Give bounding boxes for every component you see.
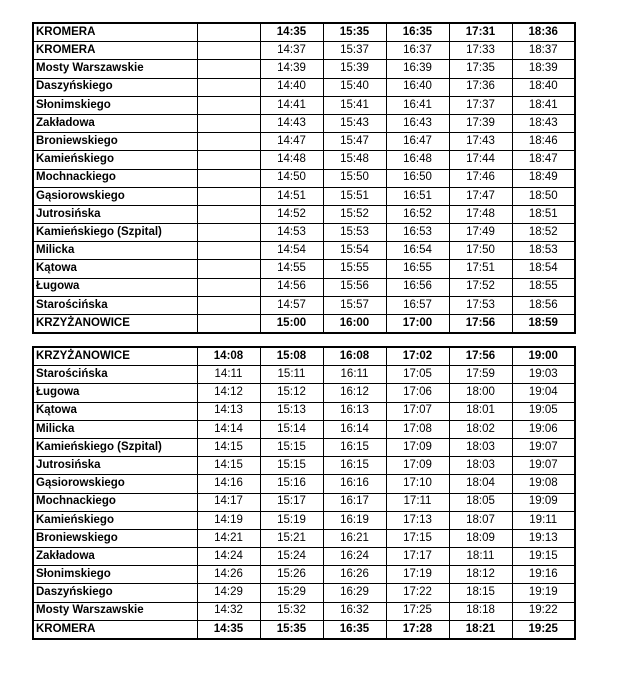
departure-time: 18:11 (449, 548, 512, 566)
departure-time: 17:35 (449, 60, 512, 78)
departure-time: 15:16 (260, 475, 323, 493)
table-row (33, 347, 575, 366)
departure-time: 15:19 (260, 511, 323, 529)
departure-time: 17:31 (449, 23, 512, 42)
departure-time: 19:16 (512, 566, 575, 584)
departure-time: 18:50 (512, 187, 575, 205)
departure-time: 17:53 (449, 296, 512, 314)
departure-time: 14:48 (260, 151, 323, 169)
departure-time: 18:46 (512, 133, 575, 151)
departure-time: 16:47 (386, 133, 449, 151)
departure-time: 18:07 (449, 511, 512, 529)
departure-time (197, 42, 260, 60)
departure-time: 16:41 (386, 96, 449, 114)
departure-time: 15:35 (323, 23, 386, 42)
departure-time: 17:09 (386, 457, 449, 475)
stop-name: KRZYŻANOWICE (33, 347, 197, 366)
departure-time: 17:11 (386, 493, 449, 511)
departure-time: 16:40 (386, 78, 449, 96)
departure-time: 18:01 (449, 402, 512, 420)
departure-time: 17:07 (386, 402, 449, 420)
departure-time: 15:11 (260, 366, 323, 384)
timetable-outbound-body (33, 23, 575, 333)
departure-time: 17:48 (449, 205, 512, 223)
departure-time: 17:25 (386, 602, 449, 620)
departure-time: 18:43 (512, 114, 575, 132)
table-row (33, 114, 575, 132)
departure-time: 15:40 (323, 78, 386, 96)
departure-time: 14:43 (260, 114, 323, 132)
departure-time: 16:11 (323, 366, 386, 384)
departure-time: 18:09 (449, 529, 512, 547)
departure-time: 18:04 (449, 475, 512, 493)
departure-time: 17:19 (386, 566, 449, 584)
departure-time: 19:22 (512, 602, 575, 620)
departure-time: 15:54 (323, 242, 386, 260)
departure-time: 15:52 (323, 205, 386, 223)
departure-time: 16:55 (386, 260, 449, 278)
table-row (33, 493, 575, 511)
departure-time: 14:29 (197, 584, 260, 602)
departure-time: 15:41 (323, 96, 386, 114)
departure-time: 14:08 (197, 347, 260, 366)
departure-time: 18:51 (512, 205, 575, 223)
table-row (33, 205, 575, 223)
table-row (33, 366, 575, 384)
departure-time: 17:13 (386, 511, 449, 529)
table-row (33, 242, 575, 260)
stop-name: Milicka (33, 420, 197, 438)
departure-time: 18:15 (449, 584, 512, 602)
table-row (33, 315, 575, 334)
departure-time: 16:57 (386, 296, 449, 314)
departure-time: 15:37 (323, 42, 386, 60)
departure-time: 15:47 (323, 133, 386, 151)
departure-time: 18:03 (449, 438, 512, 456)
stop-name: Daszyńskiego (33, 78, 197, 96)
departure-time: 16:35 (323, 620, 386, 639)
departure-time: 18:36 (512, 23, 575, 42)
departure-time: 15:32 (260, 602, 323, 620)
departure-time: 15:56 (323, 278, 386, 296)
departure-time: 14:40 (260, 78, 323, 96)
departure-time (197, 151, 260, 169)
departure-time: 14:13 (197, 402, 260, 420)
departure-time: 16:29 (323, 584, 386, 602)
departure-time: 17:28 (386, 620, 449, 639)
stop-name: Milicka (33, 242, 197, 260)
departure-time: 19:04 (512, 384, 575, 402)
departure-time: 16:00 (323, 315, 386, 334)
departure-time: 14:12 (197, 384, 260, 402)
departure-time: 18:03 (449, 457, 512, 475)
departure-time: 16:13 (323, 402, 386, 420)
departure-time: 15:21 (260, 529, 323, 547)
departure-time: 18:05 (449, 493, 512, 511)
departure-time: 15:29 (260, 584, 323, 602)
departure-time: 19:11 (512, 511, 575, 529)
departure-time: 16:39 (386, 60, 449, 78)
departure-time: 16:15 (323, 438, 386, 456)
departure-time: 15:17 (260, 493, 323, 511)
stop-name: Daszyńskiego (33, 584, 197, 602)
table-row (33, 151, 575, 169)
departure-time: 18:00 (449, 384, 512, 402)
departure-time: 16:16 (323, 475, 386, 493)
departure-time: 14:19 (197, 511, 260, 529)
departure-time: 16:48 (386, 151, 449, 169)
stop-name: Gąsiorowskiego (33, 187, 197, 205)
departure-time: 16:37 (386, 42, 449, 60)
stop-name: Kamieńskiego (33, 151, 197, 169)
stop-name: Kamieńskiego (Szpital) (33, 438, 197, 456)
stop-name: KRZYŻANOWICE (33, 315, 197, 334)
departure-time: 16:51 (386, 187, 449, 205)
departure-time: 18:12 (449, 566, 512, 584)
departure-time: 14:52 (260, 205, 323, 223)
table-row (33, 42, 575, 60)
departure-time: 19:09 (512, 493, 575, 511)
departure-time (197, 205, 260, 223)
table-row (33, 584, 575, 602)
departure-time: 14:56 (260, 278, 323, 296)
stop-name: Gąsiorowskiego (33, 475, 197, 493)
departure-time (197, 296, 260, 314)
departure-time: 15:53 (323, 224, 386, 242)
departure-time: 15:15 (260, 457, 323, 475)
table-row (33, 60, 575, 78)
departure-time: 15:50 (323, 169, 386, 187)
departure-time: 18:40 (512, 78, 575, 96)
departure-time (197, 78, 260, 96)
departure-time: 17:51 (449, 260, 512, 278)
departure-time: 17:10 (386, 475, 449, 493)
departure-time: 18:56 (512, 296, 575, 314)
departure-time: 14:53 (260, 224, 323, 242)
departure-time (197, 260, 260, 278)
table-row (33, 438, 575, 456)
departure-time: 17:59 (449, 366, 512, 384)
departure-time: 17:09 (386, 438, 449, 456)
table-row (33, 602, 575, 620)
departure-time: 14:35 (197, 620, 260, 639)
stop-name: KROMERA (33, 620, 197, 639)
departure-time: 18:52 (512, 224, 575, 242)
departure-time: 15:08 (260, 347, 323, 366)
departure-time (197, 60, 260, 78)
departure-time: 15:00 (260, 315, 323, 334)
departure-time: 17:43 (449, 133, 512, 151)
departure-time (197, 242, 260, 260)
departure-time: 18:02 (449, 420, 512, 438)
departure-time: 14:35 (260, 23, 323, 42)
departure-time: 17:56 (449, 347, 512, 366)
departure-time: 17:05 (386, 366, 449, 384)
departure-time: 15:51 (323, 187, 386, 205)
departure-time: 17:56 (449, 315, 512, 334)
departure-time: 15:43 (323, 114, 386, 132)
stop-name: Broniewskiego (33, 133, 197, 151)
departure-time: 15:12 (260, 384, 323, 402)
table-row (33, 620, 575, 639)
departure-time: 17:22 (386, 584, 449, 602)
table-row (33, 296, 575, 314)
departure-time: 17:46 (449, 169, 512, 187)
departure-time: 17:52 (449, 278, 512, 296)
stop-name: Mosty Warszawskie (33, 602, 197, 620)
stop-name: Zakładowa (33, 548, 197, 566)
timetable-return (32, 346, 576, 640)
stop-name: Kamieńskiego (Szpital) (33, 224, 197, 242)
departure-time: 16:12 (323, 384, 386, 402)
stop-name: Ługowa (33, 384, 197, 402)
table-row (33, 402, 575, 420)
departure-time: 14:51 (260, 187, 323, 205)
departure-time: 19:08 (512, 475, 575, 493)
table-row (33, 475, 575, 493)
departure-time: 19:13 (512, 529, 575, 547)
departure-time: 17:36 (449, 78, 512, 96)
departure-time: 15:48 (323, 151, 386, 169)
departure-time: 19:15 (512, 548, 575, 566)
departure-time: 14:14 (197, 420, 260, 438)
departure-time: 15:26 (260, 566, 323, 584)
table-row (33, 78, 575, 96)
timetable-outbound (32, 22, 576, 334)
table-row (33, 23, 575, 42)
departure-time: 16:35 (386, 23, 449, 42)
table-row (33, 420, 575, 438)
stop-name: Kątowa (33, 402, 197, 420)
departure-time: 18:41 (512, 96, 575, 114)
departure-time: 17:17 (386, 548, 449, 566)
departure-time: 15:13 (260, 402, 323, 420)
departure-time: 17:00 (386, 315, 449, 334)
departure-time: 16:50 (386, 169, 449, 187)
departure-time: 18:18 (449, 602, 512, 620)
departure-time: 17:02 (386, 347, 449, 366)
stop-name: Starościńska (33, 296, 197, 314)
departure-time: 17:50 (449, 242, 512, 260)
departure-time: 14:32 (197, 602, 260, 620)
departure-time: 14:50 (260, 169, 323, 187)
table-row (33, 260, 575, 278)
departure-time: 14:54 (260, 242, 323, 260)
departure-time: 18:55 (512, 278, 575, 296)
departure-time: 16:14 (323, 420, 386, 438)
departure-time: 19:03 (512, 366, 575, 384)
departure-time: 15:24 (260, 548, 323, 566)
departure-time (197, 278, 260, 296)
table-row (33, 169, 575, 187)
departure-time: 19:05 (512, 402, 575, 420)
departure-time: 16:32 (323, 602, 386, 620)
table-row (33, 548, 575, 566)
departure-time: 14:57 (260, 296, 323, 314)
departure-time: 16:24 (323, 548, 386, 566)
departure-time: 14:37 (260, 42, 323, 60)
stop-name: Słonimskiego (33, 566, 197, 584)
departure-time: 18:53 (512, 242, 575, 260)
departure-time: 16:43 (386, 114, 449, 132)
departure-time: 18:59 (512, 315, 575, 334)
table-row (33, 457, 575, 475)
departure-time: 19:19 (512, 584, 575, 602)
departure-time: 18:39 (512, 60, 575, 78)
table-row (33, 133, 575, 151)
departure-time: 16:26 (323, 566, 386, 584)
departure-time: 14:26 (197, 566, 260, 584)
departure-time: 16:53 (386, 224, 449, 242)
departure-time: 15:35 (260, 620, 323, 639)
departure-time: 17:47 (449, 187, 512, 205)
stop-name: Jutrosińska (33, 205, 197, 223)
departure-time (197, 169, 260, 187)
departure-time: 14:15 (197, 438, 260, 456)
departure-time: 17:15 (386, 529, 449, 547)
departure-time: 15:57 (323, 296, 386, 314)
departure-time: 15:14 (260, 420, 323, 438)
departure-time: 17:49 (449, 224, 512, 242)
departure-time: 18:21 (449, 620, 512, 639)
departure-time: 17:39 (449, 114, 512, 132)
departure-time (197, 96, 260, 114)
departure-time: 18:37 (512, 42, 575, 60)
stop-name: Mochnackiego (33, 169, 197, 187)
stop-name: Ługowa (33, 278, 197, 296)
table-row (33, 529, 575, 547)
departure-time: 14:17 (197, 493, 260, 511)
table-row (33, 187, 575, 205)
departure-time: 18:47 (512, 151, 575, 169)
departure-time (197, 23, 260, 42)
departure-time: 14:41 (260, 96, 323, 114)
table-row (33, 278, 575, 296)
timetable-return-body (33, 347, 575, 639)
departure-time: 16:21 (323, 529, 386, 547)
departure-time: 14:11 (197, 366, 260, 384)
departure-time: 16:54 (386, 242, 449, 260)
departure-time: 19:25 (512, 620, 575, 639)
departure-time: 19:07 (512, 457, 575, 475)
departure-time (197, 114, 260, 132)
departure-time: 16:17 (323, 493, 386, 511)
stop-name: Starościńska (33, 366, 197, 384)
departure-time (197, 315, 260, 334)
stop-name: Mosty Warszawskie (33, 60, 197, 78)
departure-time: 14:21 (197, 529, 260, 547)
departure-time: 19:00 (512, 347, 575, 366)
departure-time: 19:07 (512, 438, 575, 456)
stop-name: KROMERA (33, 42, 197, 60)
departure-time: 14:16 (197, 475, 260, 493)
departure-time: 16:08 (323, 347, 386, 366)
stop-name: Słonimskiego (33, 96, 197, 114)
departure-time (197, 224, 260, 242)
departure-time: 16:52 (386, 205, 449, 223)
table-row (33, 384, 575, 402)
departure-time: 14:47 (260, 133, 323, 151)
departure-time: 14:15 (197, 457, 260, 475)
departure-time: 14:55 (260, 260, 323, 278)
departure-time: 16:56 (386, 278, 449, 296)
stop-name: Kamieńskiego (33, 511, 197, 529)
stop-name: Broniewskiego (33, 529, 197, 547)
departure-time (197, 133, 260, 151)
table-row (33, 566, 575, 584)
stop-name: Zakładowa (33, 114, 197, 132)
stop-name: KROMERA (33, 23, 197, 42)
departure-time (197, 187, 260, 205)
departure-time: 16:15 (323, 457, 386, 475)
departure-time: 15:39 (323, 60, 386, 78)
departure-time: 14:24 (197, 548, 260, 566)
departure-time: 15:15 (260, 438, 323, 456)
departure-time: 14:39 (260, 60, 323, 78)
departure-time: 15:55 (323, 260, 386, 278)
stop-name: Kątowa (33, 260, 197, 278)
departure-time: 18:54 (512, 260, 575, 278)
stop-name: Jutrosińska (33, 457, 197, 475)
table-row (33, 511, 575, 529)
stop-name: Mochnackiego (33, 493, 197, 511)
departure-time: 17:44 (449, 151, 512, 169)
table-row (33, 96, 575, 114)
table-row (33, 224, 575, 242)
departure-time: 17:37 (449, 96, 512, 114)
departure-time: 19:06 (512, 420, 575, 438)
departure-time: 16:19 (323, 511, 386, 529)
departure-time: 17:33 (449, 42, 512, 60)
departure-time: 17:06 (386, 384, 449, 402)
departure-time: 17:08 (386, 420, 449, 438)
departure-time: 18:49 (512, 169, 575, 187)
